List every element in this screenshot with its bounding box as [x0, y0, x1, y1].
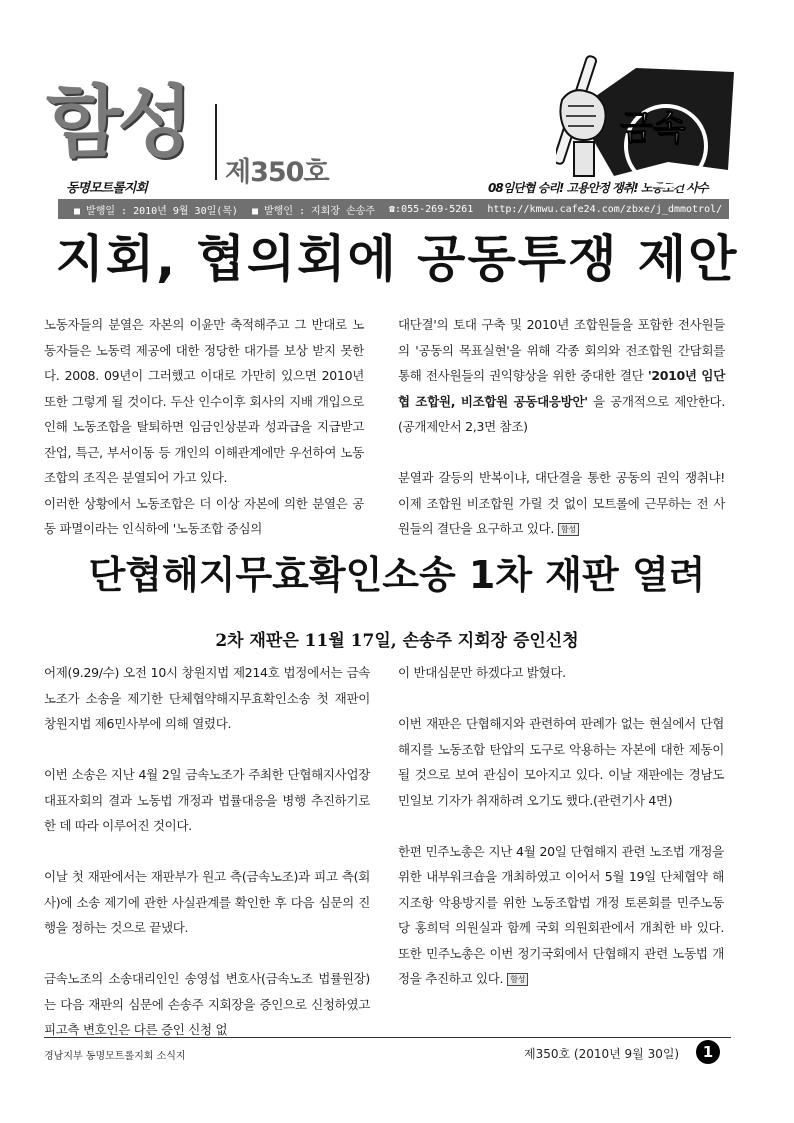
issue-number: 제350호: [225, 157, 329, 188]
newsletter-title: 함성: [46, 78, 189, 168]
paragraph-text: 한편 민주노총은 지난 4월 20일 단협해지 관련 노조법 개정을 위한 내부워크숍을 개최하였고 이어서 5월 19일 단체협약 해지조항 악용방지를 위한 노동조합법 개정 토론회를 민주노동당 홍희덕 의원실과 함께 국회 의원회관에서 개최한 바 있다. 또한 민주노총은 이번 정기국회에서 단협해지 관련 노동법 개정을 추진하고 있다.: [398, 843, 724, 986]
phone-number: ☎:055-269-5261: [389, 203, 474, 215]
paragraph: 이번 소송은 지난 4월 2일 금속노조가 주최한 단협해지사업장 대표자회의 결과 노동법 개정과 법률대응을 병행 추진하기로 한 데 따라 이루어진 것이다.: [44, 767, 370, 833]
article1-left-column: [44, 312, 364, 542]
proposal-title: '2010년 임단협 조합원, 비조합원 공동대응방안': [398, 368, 725, 409]
paragraph: [398, 312, 725, 440]
article2-right-column: [398, 660, 724, 992]
paragraph-text: 을 공개적으로 제안한다.(공개제안서 2,3면 참조): [398, 393, 725, 434]
article2-left-column: [44, 660, 370, 1043]
masthead-divider: [215, 104, 217, 180]
paragraph: 금속노조의 소송대리인인 송영섭 변호사(금속노조 법률원장)는 다음 재판의 심문에 손송주 지회장을 증인으로 신청하였고 피고측 변호인은 다른 증인 신청 없: [44, 971, 370, 1037]
paragraph: 어제(9.29/수) 오전 10시 창원지법 제214호 법정에서는 금속노조가 소송을 제기한 단체협약해지무효확인소송 첫 재판이 창원지법 제6민사부에 의해 열렸다.: [44, 665, 370, 731]
union-branch-name: 동명모트롤지회: [66, 181, 147, 196]
paragraph: [398, 465, 725, 542]
paragraph: 이 반대심문만 하겠다고 밝혔다.: [398, 665, 566, 680]
footer-publication: 경남지부 동명모트롤지회 소식지: [44, 1051, 186, 1062]
paragraph: 이날 첫 재판에서는 재판부가 원고 측(금속노조)과 피고 측(회사)에 소송 제기에 관한 사실관계를 확인한 후 다음 심문의 진행을 정하는 것으로 끝냈다.: [44, 869, 370, 935]
end-stamp: 함성: [507, 973, 528, 986]
publisher: ■ 발행인 : 지회장 손송주: [251, 205, 376, 217]
paragraph: 이번 재판은 단협해지와 관련하여 판례가 없는 현실에서 단협해지를 노동조합 탄압의 도구로 악용하는 자본에 대한 제동이 될 것으로 보여 관심이 모아지고 있다. 이날 재판에는 경남도민일보 기자가 취재하려 오기도 했다.(관련기사 4면): [398, 716, 724, 808]
paragraph: 노동자들의 분열은 자본의 이윤만 축적해주고 그 반대로 노동자들은 노동력 제공에 대한 정당한 대가를 보상 받지 못한다. 2008. 09년이 그러했고 이대로 가만히 있으면 2010년 또한 그렇게 될 것이다. 두산 인수이후 회사의 지배 개입으로 인해 노동조합을 탈퇴하면 임금인상분과 성과급을 지급받고 잔업, 특근, 부서이동 등 개인의 이해관계에만 우선하여 노동조합의 조직은 분열되어 가고 있다.: [44, 317, 364, 485]
end-stamp: 함성: [558, 523, 579, 536]
page-number: 1: [696, 1040, 720, 1064]
union-logo: [556, 50, 746, 194]
paragraph: [398, 839, 724, 992]
footer-divider: [44, 1037, 731, 1038]
publication-info-bar: [58, 199, 729, 219]
article1-headline: 지회, 협의회에 공동투쟁 제안: [55, 230, 739, 288]
publish-date: ■ 발행일 : 2010년 9월 30일(목): [74, 205, 238, 217]
paragraph-text: 분열과 갈등의 반복이냐, 대단결을 통한 공동의 권익 쟁취냐! 이제 조합원 비조합원 가릴 것 없이 모트롤에 근무하는 전 사원들의 결단을 요구하고 있다.: [398, 470, 725, 536]
article1-right-column: [398, 312, 725, 542]
website-url[interactable]: http://kmwu.cafe24.com/zbxe/j_dmmotrol/: [487, 203, 723, 215]
paragraph: 이러한 상황에서 노동조합은 더 이상 자본에 의한 분열은 공동 파멸이라는 인식하에 '노동조합 중심의: [44, 495, 364, 536]
article2-headline: 단협해지무효확인소송 1차 재판 열려: [88, 553, 706, 597]
masthead-slogan: 08임단협 승리! 고용안정 쟁취! 노동조건 사수: [488, 181, 708, 195]
paragraph-text: 대단결'의 토대 구축 및 2010년 조합원들을 포함한 전사원들의 '공동의 목표실현'을 위해 각종 회의와 전조합원 간담회를 통해 전사원들의 권익향상을 위한 중대한 결단: [398, 317, 725, 383]
footer-issue-date: 제350호 (2010년 9월 30일): [524, 1047, 680, 1061]
article2-subheadline: 2차 재판은 11월 17일, 손송주 지회장 증인신청: [215, 631, 579, 651]
logo-text: 금속: [620, 109, 686, 149]
